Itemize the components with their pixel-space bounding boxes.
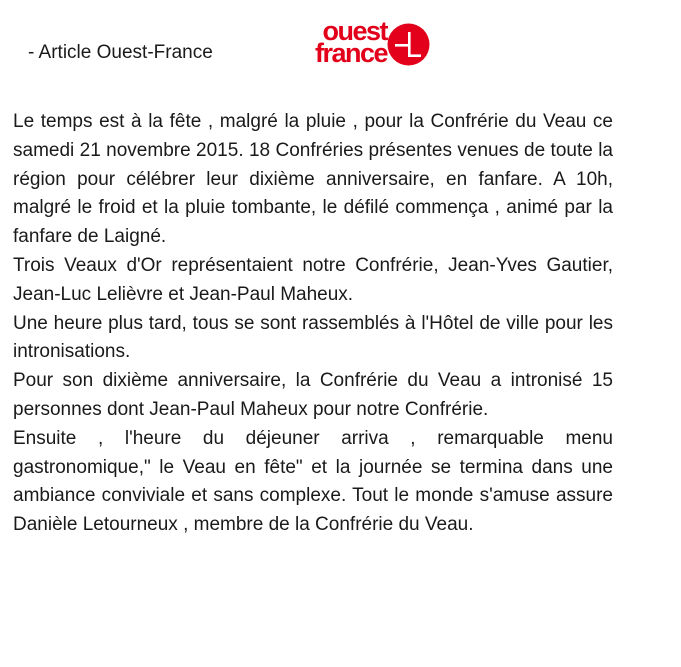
source-label: - Article Ouest-France [28, 42, 213, 63]
ouest-france-logo [287, 16, 433, 69]
header [0, 0, 681, 90]
logo-word-france: france [314, 38, 387, 68]
article-paragraph: Une heure plus tard, tous se sont rassemblés à l'Hôtel de ville pour les intronisations. [13, 312, 613, 363]
article-paragraph: Le temps est à la fête , malgré la pluie , pour la Confrérie du Veau ce samedi 21 novembre 2015. 18 Confréries présentes venues de toute la région pour célébrer leur dixième anniversaire, en fanfare. A 10h, malgré le froid et la pluie tombante, le défilé commença , animé par la fanfare de Laigné. [13, 111, 613, 248]
logo-circle-icon [387, 23, 430, 66]
logo-wordmark [287, 16, 387, 69]
article-paragraph: Trois Veaux d'Or représentaient notre Confrérie, Jean-Yves Gautier, Jean-Luc Lelièvre et Jean-Paul Maheux. [13, 254, 613, 305]
logo-word-ouest: ouest [322, 16, 387, 46]
article-paragraph: Pour son dixième anniversaire, la Confrérie du Veau a intronisé 15 personnes dont Jean-Paul Maheux pour notre Confrérie. [13, 370, 613, 420]
article-paragraph: Ensuite , l'heure du déjeuner arriva , remarquable menu gastronomique," le Veau en fête" et la journée se termina dans une ambiance conviviale et sans complexe. Tout le monde s'amuse assure Danièle Letourneux , membre de la Confrérie du Veau. [13, 427, 613, 536]
article-body [13, 108, 613, 540]
